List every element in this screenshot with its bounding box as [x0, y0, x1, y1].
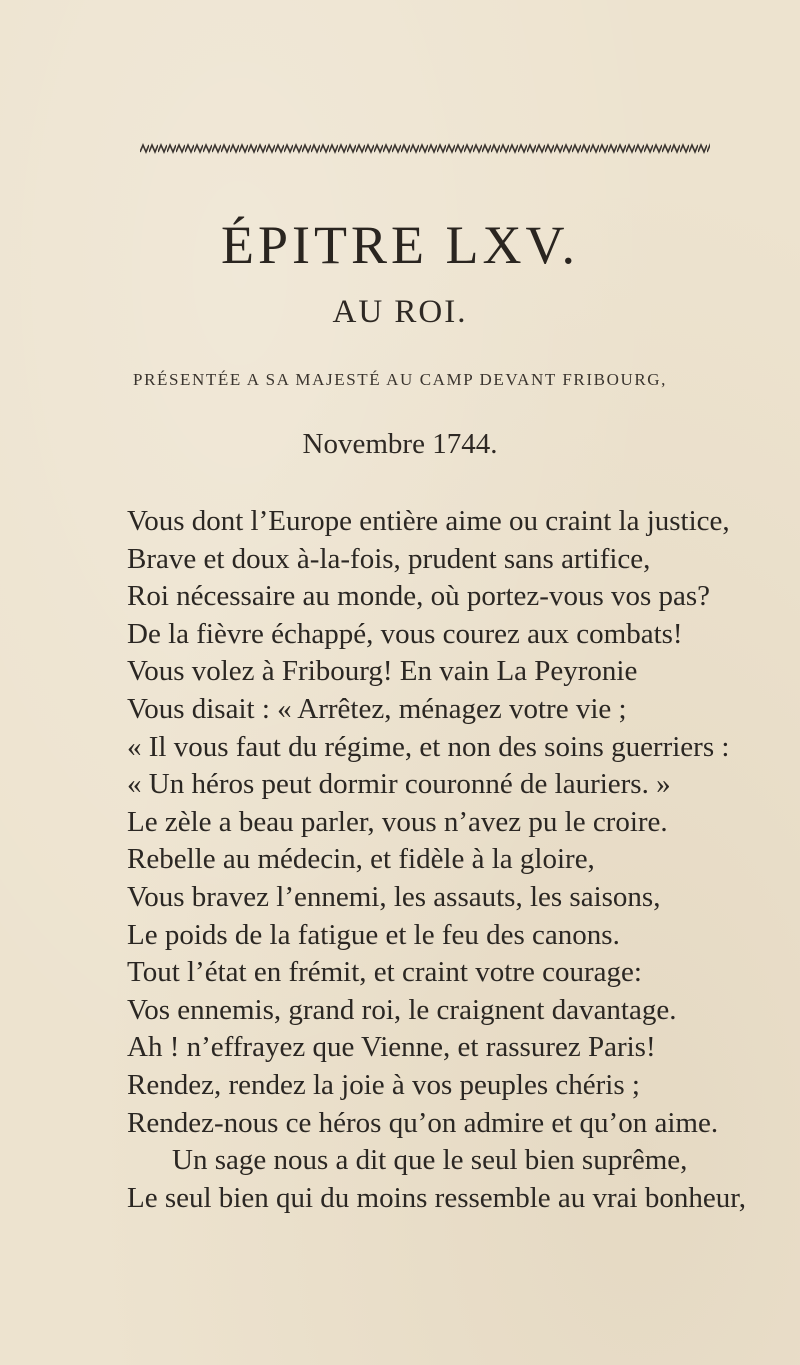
poem-line: Tout l’état en frémit, et craint votre courage:	[127, 956, 642, 989]
poem-line: Rendez, rendez la joie à vos peuples chéris ;	[127, 1068, 640, 1101]
presentation-note: PRÉSENTÉE A SA MAJESTÉ AU CAMP DEVANT FRIBOURG,	[133, 370, 667, 389]
poem-line: Rebelle au médecin, et fidèle à la gloire,	[127, 843, 595, 876]
poem-body	[127, 503, 767, 1217]
poem-line: Vous bravez l’ennemi, les assauts, les saisons,	[127, 880, 661, 913]
poem-line: De la fièvre échappé, vous courez aux combats!	[127, 617, 683, 650]
poem-line: Vos ennemis, grand roi, le craignent davantage.	[127, 993, 677, 1026]
poem-line: Rendez-nous ce héros qu’on admire et qu’on aime.	[127, 1106, 719, 1139]
poem-line: Brave et doux à-la-fois, prudent sans artifice,	[127, 542, 651, 575]
poem-line: Vous disait : « Arrêtez, ménagez votre vie ;	[127, 692, 627, 725]
ornament-pattern	[140, 142, 710, 156]
poem-line-indented: Un sage nous a dit que le seul bien suprême,	[172, 1144, 688, 1177]
epistle-date: Novembre 1744.	[302, 428, 498, 460]
epistle-addressee: AU ROI.	[332, 294, 468, 330]
poem-line: « Un héros peut dormir couronné de lauriers. »	[127, 768, 671, 801]
poem-line: Vous volez à Fribourg! En vain La Peyronie	[127, 655, 638, 688]
poem-line: « Il vous faut du régime, et non des soins guerriers :	[127, 730, 730, 763]
poem-line: Le poids de la fatigue et le feu des canons.	[127, 918, 620, 951]
poem-line: Le zèle a beau parler, vous n’avez pu le croire.	[127, 805, 668, 838]
poem-line: Ah ! n’effrayez que Vienne, et rassurez Paris!	[127, 1031, 656, 1064]
poem-line: Le seul bien qui du moins ressemble au vrai bonheur,	[127, 1181, 746, 1214]
poem-line: Vous dont l’Europe entière aime ou craint la justice,	[127, 505, 730, 537]
epistle-title: ÉPITRE LXV.	[220, 215, 579, 275]
poem-line: Roi nécessaire au monde, où portez-vous vos pas?	[127, 580, 711, 613]
decorative-border-ornament	[140, 142, 710, 156]
